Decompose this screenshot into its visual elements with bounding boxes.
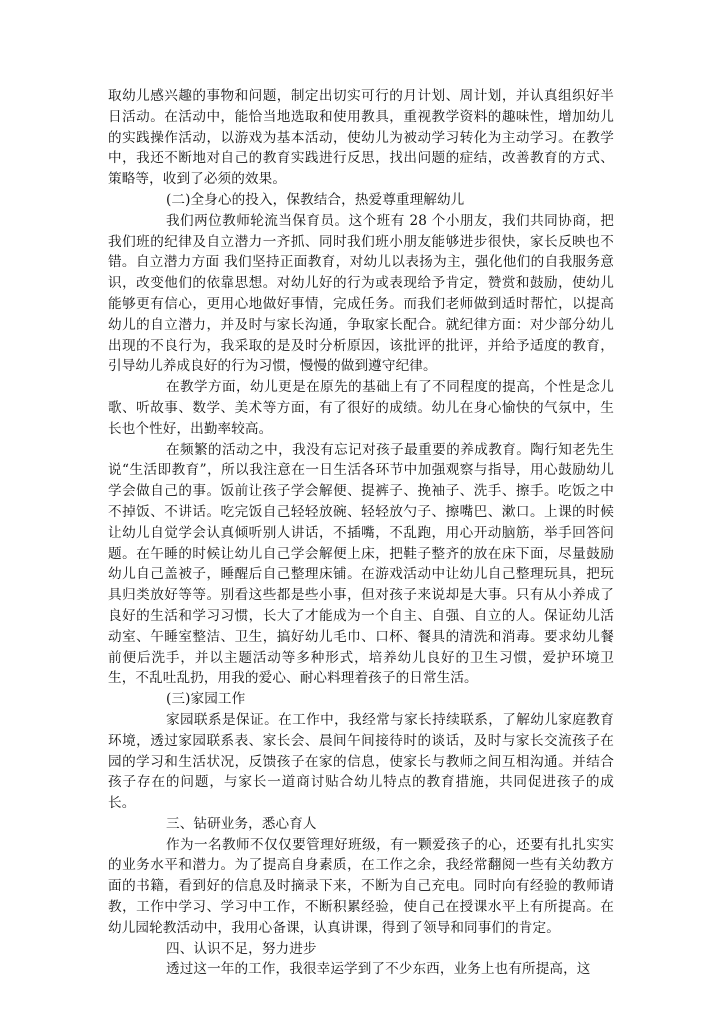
paragraph-7: 透过这一年的工作，我很幸运学到了不少东西，业务上也有所提高，这 [166,961,591,978]
section-heading-three: 三、钻研业务，悉心育人 [166,815,317,832]
document-page [108,86,614,980]
paragraph-2: 我们两位教师轮流当保育员。这个班有 28 个小朋友，我们共同协商，把我们班的纪律及自立潜力一齐抓、同时我们班小朋友能够进步很快，家长反映也不错。自立潜力方面 我们坚持正面教育，对幼儿以表扬为主，强化他们的自我服务意识，改变他们的依靠思想。对幼儿好的行为或表现给予肯定，赞赏和鼓励，使幼儿能够更有信心，更用心地做好事情，完成任务。而我们老师做到适时帮忙，以提高幼儿的自立潜力，并及时与家长沟通，争取家长配合。就纪律方面：对少部分幼儿出现的不良行为，我采取的是及时分析原因，该批评的批评，并给予适度的教育，引导幼儿养成良好的行为习惯，慢慢的做到遵守纪律。 [108,212,614,375]
paragraph-6: 作为一名教师不仅仅要管理好班级，有一颗爱孩子的心，还要有扎扎实实的业务水平和潜力。为了提高自身素质，在工作之余，我经常翻阅一些有关幼教方面的书籍，看到好的信息及时摘录下来，不断为自己充电。同时向有经验的教师请教，工作中学习、学习中工作，不断积累经验，使自己在授课水平上有所提高。在幼儿园轮教活动中，我用心备课，认真讲课，得到了领导和同事们的肯定。 [108,836,614,936]
section-heading-four: 四、认识不足，努力进步 [166,940,317,957]
paragraph-5: 家园联系是保证。在工作中，我经常与家长持续联系，了解幼儿家庭教育环境，透过家园联系表、家长会、晨间午间接待时的谈话，及时与家长交流孩子在园的学习和生活状况，反馈孩子在家的信息，使家长与教师之间互相沟通。并结合孩子存在的问题，与家长一道商讨贴合幼儿特点的教育措施，共同促进孩子的成长。 [108,711,614,812]
paragraph-3: 在教学方面，幼儿更是在原先的基础上有了不同程度的提高，个性是念儿歌、听故事、数学、美术等方面，有了很好的成绩。幼儿在身心愉快的气氛中，生长也个性好，出勤率较高。 [108,379,614,437]
section-heading-2: (二)全身心的投入，保教结合，热爱尊重理解幼儿 [166,191,465,208]
paragraph-4: 在频繁的活动之中，我没有忘记对孩子最重要的养成教育。陶行知老先生说“生活即教育”，所以我注意在一日生活各环节中加强观察与指导，用心鼓励幼儿学会做自己的事。饭前让孩子学会解便、提裤子、挽袖子、洗手、擦手。吃饭之中不掉饭、不讲话。吃完饭自己轻轻放碗、轻轻放勺子、擦嘴巴、漱口。上课的时候让幼儿自觉学会认真倾听别人讲话，不插嘴，不乱跑，用心开动脑筋，举手回答问题。在午睡的时候让幼儿自己学会解便上床，把鞋子整齐的放在床下面，尽量鼓励幼儿自己盖被子，睡醒后自己整理床铺。在游戏活动中让幼儿自己整理玩具，把玩具归类放好等等。别看这些都是些小事，但对孩子来说却是大事。只有从小养成了良好的生活和学习习惯，长大了才能成为一个自主、自强、自立的人。保证幼儿活动室、午睡室整洁、卫生，搞好幼儿毛巾、口杯、餐具的清洗和消毒。要求幼儿餐前便后洗手，并以主题活动等多种形式，培养幼儿良好的卫生习惯，爱护环境卫生，不乱吐乱扔，用我的爱心、耐心料理着孩子的日常生活。 [108,441,614,687]
section-heading-3: (三)家园工作 [166,691,246,708]
paragraph-1: 取幼儿感兴趣的事物和问题，制定出切实可行的月计划、周计划，并认真组织好半日活动。在活动中，能恰当地选取和使用教具，重视教学资料的趣味性，增加幼儿的实践操作活动，以游戏为基本活动，使幼儿为被动学习转化为主动学习。在教学中，我还不断地对自己的教育实践进行反思，找出问题的症结，改善教育的方式、策略等，收到了必须的效果。 [108,88,614,188]
